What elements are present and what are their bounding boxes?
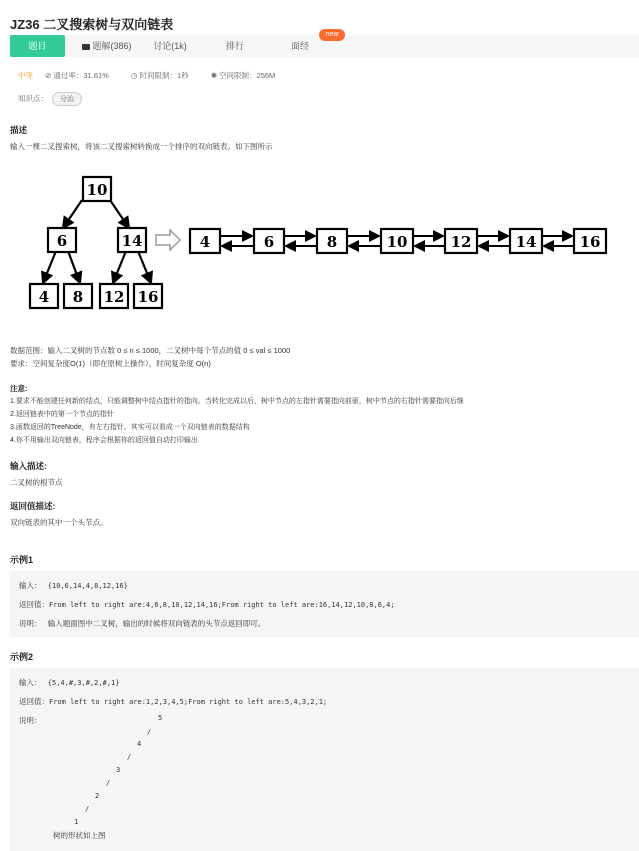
tree-text-line: 3 xyxy=(116,766,121,774)
example2-input-label: 输入： xyxy=(19,678,42,687)
check-circle-icon: ⊘ xyxy=(45,71,52,80)
example1-input: {10,6,14,4,8,12,16} xyxy=(47,582,128,590)
example1-box xyxy=(10,571,639,637)
tree-node-root: 10 xyxy=(86,181,108,199)
transform-arrow-icon xyxy=(156,230,180,250)
list-node: 16 xyxy=(579,233,601,251)
input-desc-text: 二叉树的根节点 xyxy=(10,478,63,487)
example2-output: From left to right are:1,2,3,4,5;From right to left are:5,4,3,2,1; xyxy=(49,698,328,706)
note-item: 3.函数返回的TreeNode，有左右指针，其实可以看成一个双向链表的数据结构 xyxy=(10,424,250,431)
list-node: 12 xyxy=(450,233,472,251)
linked-list-nodes xyxy=(190,229,606,253)
example1-output-label: 返回值： xyxy=(19,600,49,609)
memory-icon: ✺ xyxy=(210,71,218,80)
tree-node: 6 xyxy=(56,232,68,250)
tree-node: 16 xyxy=(137,288,159,306)
space-limit-text: 空间限制：256M xyxy=(219,71,276,80)
input-desc-heading: 输入描述: xyxy=(10,461,47,471)
list-node: 4 xyxy=(199,233,211,251)
tab-problem[interactable]: 题目 xyxy=(10,35,65,57)
tab-solutions[interactable] xyxy=(72,35,142,57)
example1-input-row xyxy=(19,580,128,591)
example2-output-row xyxy=(19,696,327,707)
pass-rate xyxy=(45,71,119,80)
note-item: 2.返回链表中的第一个节点的指针 xyxy=(10,411,114,418)
difficulty-badge: 中等 xyxy=(18,71,33,80)
time-limit xyxy=(131,71,199,80)
list-node: 10 xyxy=(386,233,408,251)
pass-rate-text: 通过率：31.61% xyxy=(53,71,109,80)
tree-text-line: / xyxy=(85,805,90,813)
example1-output: From left to right are:4,6,8,10,12,14,16;From right to left are:16,14,12,10,8,6,4; xyxy=(49,601,395,609)
example1-input-label: 输入： xyxy=(19,581,42,590)
example2-explain-label: 说明： xyxy=(19,716,42,725)
data-range: 数据范围：输入二叉树的节点数 0 ≤ n ≤ 1000，二叉树中每个节点的值 0 ≤ val ≤ 1000 xyxy=(10,346,291,355)
tree-node: 4 xyxy=(38,288,50,306)
example2-box xyxy=(10,668,639,851)
tree-node: 8 xyxy=(72,288,84,306)
example1-explain-label: 说明： xyxy=(19,619,42,628)
example2-explain-tail: 树的形状如上图 xyxy=(53,831,106,840)
tab-interview[interactable]: 面经 xyxy=(290,41,309,51)
notes-heading: 注意: xyxy=(10,384,28,393)
example1-title: 示例1 xyxy=(10,555,34,565)
output-desc-heading: 返回值描述: xyxy=(10,501,56,511)
note-item: 1.要求不能创建任何新的结点，只能调整树中结点指针的指向。当转化完成以后，树中节点的左指针需要指向前驱，树中节点的右指针需要指向后继 xyxy=(10,398,464,405)
description-heading: 描述 xyxy=(10,125,28,135)
problem-meta xyxy=(18,70,295,81)
knowledge-tag[interactable]: 分治 xyxy=(52,92,82,106)
tree-text-line: / xyxy=(106,779,111,787)
example2-output-label: 返回值： xyxy=(19,697,49,706)
knowledge-label: 知识点： xyxy=(18,94,48,103)
example2-input-row xyxy=(19,677,119,688)
space-limit xyxy=(211,71,286,80)
tree-text-line: / xyxy=(147,728,152,736)
time-limit-text: 时间限制：1秒 xyxy=(139,71,189,80)
tab-discussion[interactable]: 讨论(1k) xyxy=(153,41,187,51)
output-desc-text: 双向链表的其中一个头节点。 xyxy=(10,518,108,527)
tree-node: 12 xyxy=(103,288,125,306)
tree-text-line: 1 xyxy=(74,818,79,826)
list-node: 14 xyxy=(515,233,537,251)
example1-explain: 输入题面图中二叉树，输出的时候将双向链表的头节点返回即可。 xyxy=(47,619,266,628)
note-item: 4.你不用输出双向链表，程序会根据你的返回值自动打印输出 xyxy=(10,437,198,444)
tab-ranking[interactable]: 排行 xyxy=(225,41,244,51)
knowledge-row xyxy=(18,92,82,106)
complexity-requirement: 要求：空间复杂度O(1)（即在原树上操作），时间复杂度 O(n) xyxy=(10,359,211,368)
new-badge: new xyxy=(319,29,345,41)
tree-nodes xyxy=(30,177,162,308)
problem-title: JZ36 二叉搜索树与双向链表 xyxy=(10,17,174,32)
tree-node: 14 xyxy=(121,232,143,250)
list-node: 6 xyxy=(263,233,275,251)
list-node: 8 xyxy=(326,233,338,251)
clock-icon: ◷ xyxy=(130,71,138,80)
tree-text-line: 5 xyxy=(158,714,163,722)
example2-input: {5,4,#,3,#,2,#,1} xyxy=(47,679,120,687)
tree-to-list-figure xyxy=(18,172,618,312)
example1-output-row xyxy=(19,599,395,610)
tab-solutions-label: 题解(386) xyxy=(92,41,132,51)
description-text: 输入一棵二叉搜索树，将该二叉搜索树转换成一个排序的双向链表。如下图所示 xyxy=(10,142,273,151)
example1-explain-row xyxy=(19,618,265,629)
tree-text-line: / xyxy=(127,753,132,761)
tree-text-line: 2 xyxy=(95,792,100,800)
video-icon xyxy=(82,44,90,50)
tree-text-line: 4 xyxy=(137,740,142,748)
example2-title: 示例2 xyxy=(10,652,34,662)
